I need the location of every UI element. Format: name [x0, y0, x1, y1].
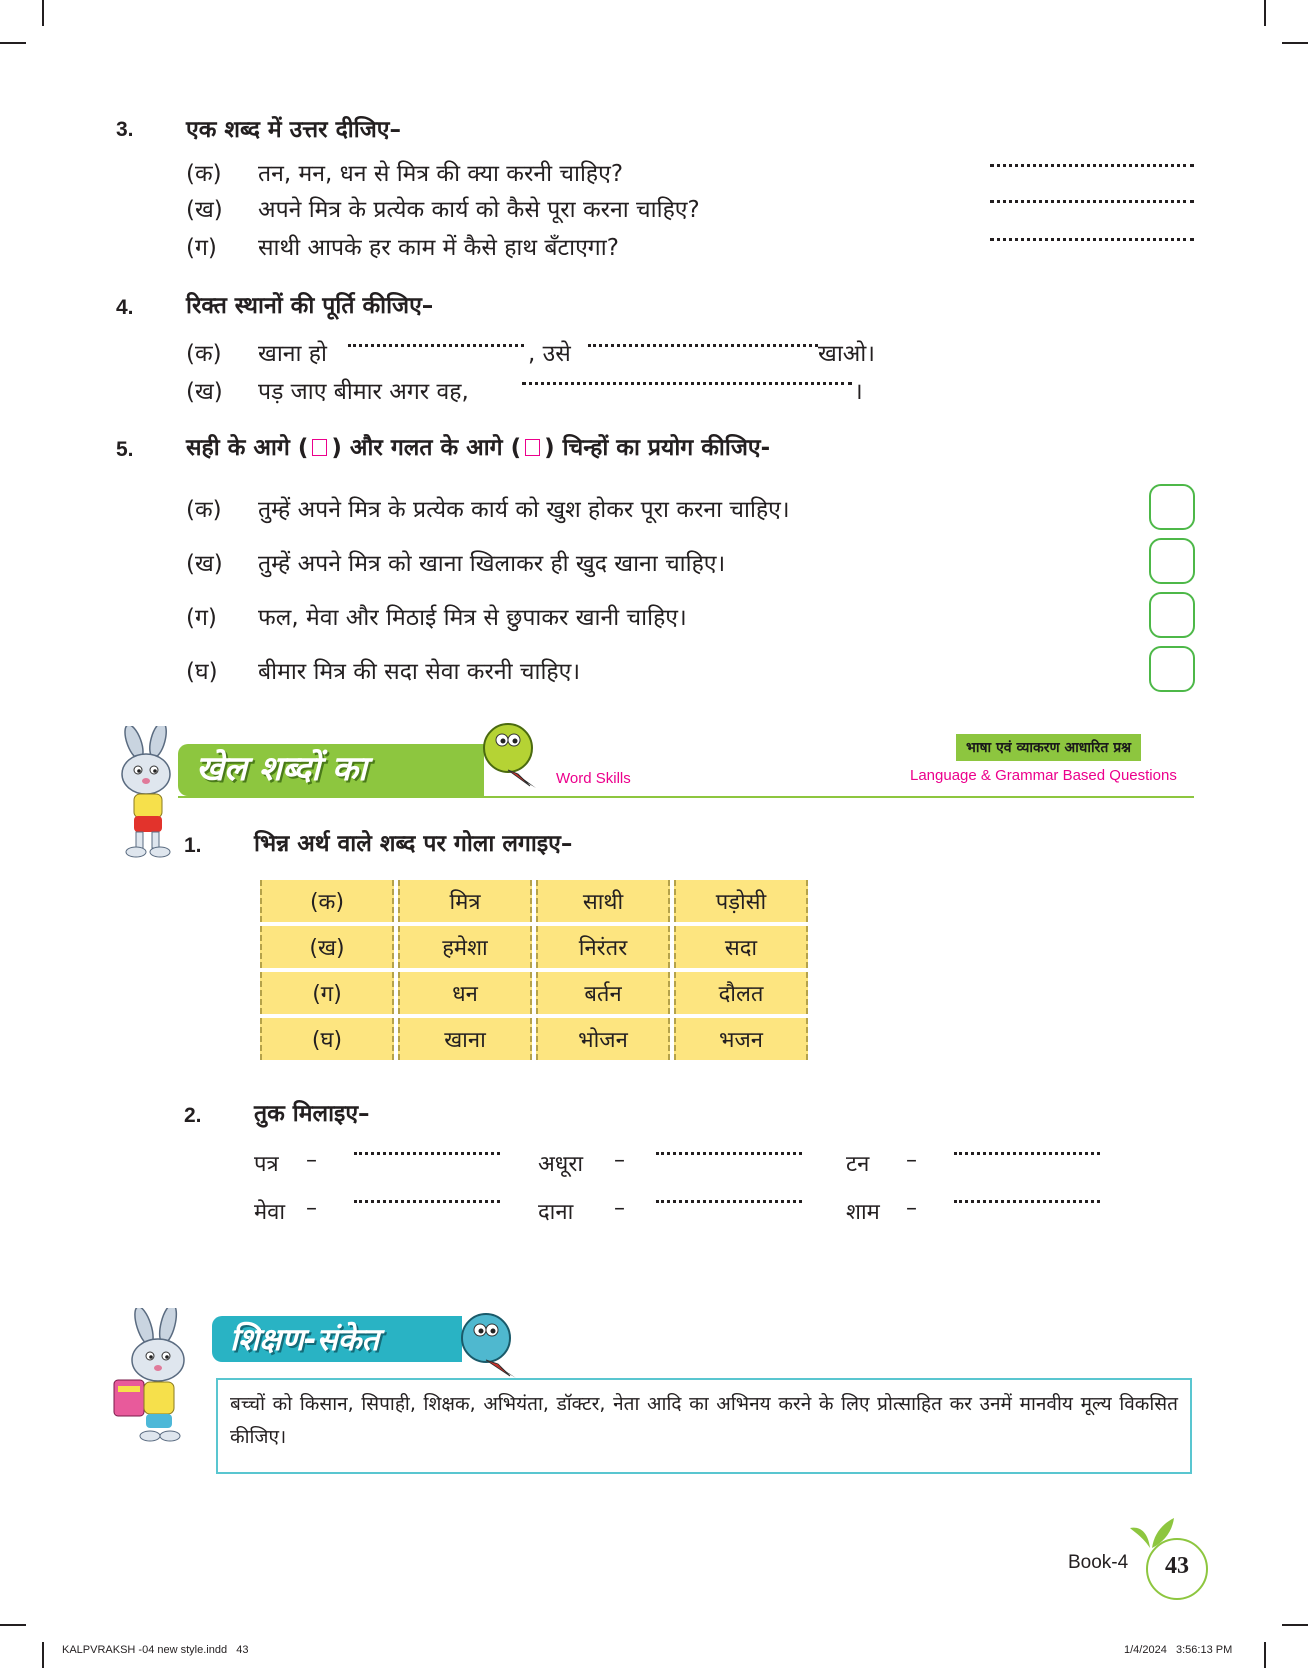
word-question-1-number: 1.	[184, 834, 202, 857]
rhyme-blank[interactable]	[656, 1152, 802, 1155]
teaching-hint-title: शिक्षण-संकेत	[230, 1322, 380, 1358]
table-row	[260, 926, 808, 968]
word-cell[interactable]: दौलत	[674, 972, 808, 1014]
rhyme-blank[interactable]	[656, 1200, 802, 1203]
word-cell[interactable]: साथी	[536, 880, 670, 922]
rhyme-word: पत्र	[254, 1152, 279, 1177]
word-cell[interactable]: भजन	[674, 1018, 808, 1060]
teaching-hint-box	[216, 1378, 1192, 1474]
rhyme-blank[interactable]	[354, 1200, 500, 1203]
rhyme-dash: –	[614, 1148, 625, 1173]
item-label: (ख)	[186, 551, 223, 577]
page-number: 43	[1165, 1553, 1189, 1579]
word-question-2-title: तुक मिलाइए–	[254, 1101, 370, 1127]
question-3-title: एक शब्द में उत्तर दीजिए–	[186, 117, 401, 143]
answer-checkbox[interactable]	[1149, 484, 1195, 530]
rhyme-dash: –	[306, 1196, 317, 1221]
table-row	[260, 1018, 808, 1060]
crop-mark	[42, 1642, 44, 1668]
crop-mark	[0, 1624, 26, 1626]
q4-item-1-part3: खाओ।	[818, 341, 876, 367]
q4-item-1-label: (क)	[186, 341, 222, 367]
question-4-number: 4.	[116, 296, 134, 319]
rhyme-word: दाना	[538, 1200, 574, 1225]
book-label: Book-4	[1068, 1552, 1129, 1573]
title-part: ) चिन्हों का प्रयोग कीजिए-	[544, 435, 771, 461]
pencil-mascot-icon	[478, 714, 548, 794]
crop-mark	[1282, 42, 1308, 44]
answer-checkbox[interactable]	[1149, 538, 1195, 584]
word-cell[interactable]: हमेशा	[398, 926, 532, 968]
q5-item-3	[186, 600, 687, 632]
rhyme-dash: –	[306, 1148, 317, 1173]
grammar-tag-hindi: भाषा एवं व्याकरण आधारित प्रश्न	[956, 734, 1141, 761]
item-label: (क)	[186, 497, 222, 523]
item-text: फल, मेवा और मिठाई मित्र से छुपाकर खानी चाहिए।	[258, 605, 687, 631]
q4-item-1-part1: खाना हो	[258, 341, 327, 367]
answer-checkbox[interactable]	[1149, 592, 1195, 638]
rabbit-with-book-icon	[110, 1308, 206, 1448]
word-cell[interactable]: भोजन	[536, 1018, 670, 1060]
word-question-1-title: भिन्न अर्थ वाले शब्द पर गोला लगाइए–	[254, 831, 573, 857]
rhyme-blank[interactable]	[354, 1152, 500, 1155]
q3-item-2	[186, 192, 700, 224]
word-question-2-number: 2.	[184, 1104, 202, 1127]
row-label: (ग)	[260, 972, 394, 1014]
item-text: तुम्हें अपने मित्र के प्रत्येक कार्य को खुश होकर पूरा करना चाहिए।	[258, 497, 790, 523]
row-label: (ख)	[260, 926, 394, 968]
word-cell[interactable]: धन	[398, 972, 532, 1014]
pencil-mascot-icon	[454, 1302, 528, 1384]
cross-mark-box-icon	[525, 439, 540, 456]
word-cell[interactable]: पड़ोसी	[674, 880, 808, 922]
answer-blank[interactable]	[990, 200, 1194, 203]
grammar-tag-english: Language & Grammar Based Questions	[910, 767, 1177, 784]
answer-blank[interactable]	[990, 238, 1194, 241]
rhyme-word: टन	[846, 1152, 870, 1177]
row-label: (घ)	[260, 1018, 394, 1060]
tick-mark-box-icon	[312, 439, 327, 456]
q3-item-3	[186, 230, 619, 262]
word-cell[interactable]: खाना	[398, 1018, 532, 1060]
row-label: (क)	[260, 880, 394, 922]
item-label: (ग)	[186, 235, 217, 261]
table-row	[260, 880, 808, 922]
word-table	[256, 876, 812, 1064]
word-skills-subtitle: Word Skills	[556, 770, 631, 787]
print-date-info: 1/4/2024 3:56:13 PM	[1124, 1644, 1233, 1656]
rhyme-word: मेवा	[254, 1200, 286, 1225]
q4-item-1-part2: , उसे	[528, 341, 571, 367]
q4-item-2-label: (ख)	[186, 379, 223, 405]
title-part: सही के आगे (	[186, 435, 309, 461]
word-cell[interactable]: बर्तन	[536, 972, 670, 1014]
rhyme-dash: –	[906, 1196, 917, 1221]
rhyme-blank[interactable]	[954, 1200, 1100, 1203]
item-label: (ख)	[186, 197, 223, 223]
question-3-number: 3.	[116, 118, 134, 141]
q5-item-2	[186, 546, 725, 578]
answer-blank[interactable]	[990, 164, 1194, 167]
rhyme-dash: –	[614, 1196, 625, 1221]
print-file-info: KALPVRAKSH -04 new style.indd 43	[62, 1644, 249, 1656]
fill-blank[interactable]	[588, 344, 818, 347]
fill-blank[interactable]	[522, 382, 852, 385]
rhyme-dash: –	[906, 1148, 917, 1173]
teaching-hint-text: बच्चों को किसान, सिपाही, शिक्षक, अभियंता, डॉक्टर, नेता आदि का अभिनय करने के लिए प्रोत्साहित कर उनमें मानवीय मूल्य विकसित कीजिए।	[230, 1393, 1178, 1448]
question-4-title: रिक्त स्थानों की पूर्ति कीजिए–	[186, 293, 434, 319]
q4-item-2-part1: पड़ जाए बीमार अगर वह,	[258, 379, 469, 405]
item-text: तुम्हें अपने मित्र को खाना खिलाकर ही खुद खाना चाहिए।	[258, 551, 726, 577]
banner-underline	[178, 796, 1194, 798]
item-label: (क)	[186, 161, 222, 187]
table-row	[260, 972, 808, 1014]
crop-mark	[1282, 1624, 1308, 1626]
q5-item-1	[186, 492, 790, 524]
q5-item-4	[186, 654, 580, 686]
word-skills-banner-title: खेल शब्दों का	[196, 749, 367, 789]
q3-item-1	[186, 156, 623, 188]
title-part: ) और गलत के आगे (	[331, 435, 522, 461]
word-cell[interactable]: मित्र	[398, 880, 532, 922]
question-5-number: 5.	[116, 438, 134, 461]
word-cell[interactable]: सदा	[674, 926, 808, 968]
item-label: (ग)	[186, 605, 217, 631]
answer-checkbox[interactable]	[1149, 646, 1195, 692]
question-5-title	[186, 430, 770, 462]
rhyme-word: अधूरा	[538, 1152, 584, 1177]
item-text: बीमार मित्र की सदा सेवा करनी चाहिए।	[258, 659, 581, 685]
rhyme-word: शाम	[846, 1200, 880, 1225]
word-cell[interactable]: निरंतर	[536, 926, 670, 968]
item-label: (घ)	[186, 659, 218, 685]
rhyme-blank[interactable]	[954, 1152, 1100, 1155]
q4-item-2-part2: ।	[854, 379, 863, 405]
item-text: तन, मन, धन से मित्र की क्या करनी चाहिए?	[258, 161, 624, 187]
crop-mark	[1264, 0, 1266, 26]
item-text: साथी आपके हर काम में कैसे हाथ बँटाएगा?	[258, 235, 619, 261]
fill-blank[interactable]	[348, 344, 524, 347]
crop-mark	[0, 42, 26, 44]
crop-mark	[42, 0, 44, 26]
item-text: अपने मित्र के प्रत्येक कार्य को कैसे पूरा करना चाहिए?	[258, 197, 700, 223]
crop-mark	[1264, 1642, 1266, 1668]
